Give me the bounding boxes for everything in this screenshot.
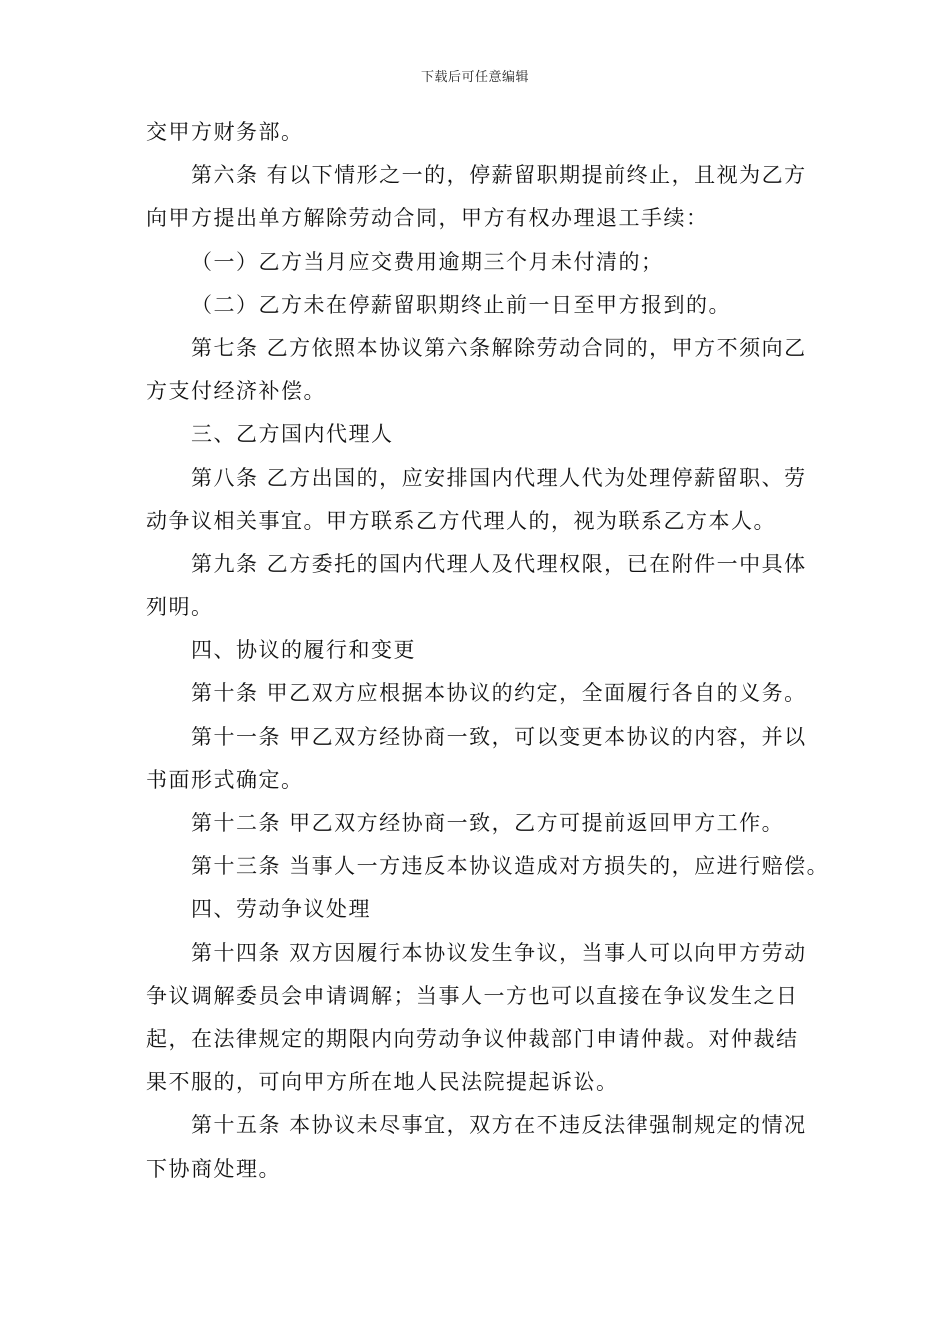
article-7: 第七条 乙方依照本协议第六条解除劳动合同的，甲方不须向乙 bbox=[191, 335, 807, 360]
text-line: 果不服的，可向甲方所在地人民法院提起诉讼。 bbox=[146, 1070, 619, 1095]
section-heading: 四、劳动争议处理 bbox=[191, 897, 371, 922]
text-line: 列明。 bbox=[146, 595, 214, 620]
text-line: 起，在法律规定的期限内向劳动争议仲裁部门申请仲裁。对仲裁结 bbox=[146, 1026, 799, 1051]
text-line: 动争议相关事宜。甲方联系乙方代理人的，视为联系乙方本人。 bbox=[146, 508, 776, 533]
article-9: 第九条 乙方委托的国内代理人及代理权限，已在附件一中具体 bbox=[191, 551, 807, 576]
article-8: 第八条 乙方出国的，应安排国内代理人代为处理停薪留职、劳 bbox=[191, 465, 807, 490]
list-item: （一）乙方当月应交费用逾期三个月未付清的； bbox=[191, 249, 664, 274]
article-6-title: 第六条 有以下情形之一的，停薪留职期提前终止，且视为乙方 bbox=[191, 163, 807, 188]
article-12: 第十二条 甲乙双方经协商一致，乙方可提前返回甲方工作。 bbox=[191, 811, 785, 835]
document-body bbox=[146, 111, 830, 1191]
article-10: 第十条 甲乙双方应根据本协议的约定，全面履行各自的义务。 bbox=[191, 681, 807, 706]
section-heading: 四、协议的履行和变更 bbox=[191, 638, 416, 663]
page-header: 下载后可任意编辑 bbox=[420, 70, 529, 85]
section-heading: 三、乙方国内代理人 bbox=[191, 422, 394, 447]
text-line: 交甲方财务部。 bbox=[146, 120, 304, 144]
article-15: 第十五条 本协议未尽事宜，双方在不违反法律强制规定的情况 bbox=[191, 1113, 807, 1138]
list-item: （二）乙方未在停薪留职期终止前一日至甲方报到的。 bbox=[191, 292, 731, 317]
text-line: 争议调解委员会申请调解；当事人一方也可以直接在争议发生之日 bbox=[146, 983, 799, 1008]
article-11: 第十一条 甲乙双方经协商一致，可以变更本协议的内容，并以 bbox=[191, 724, 807, 749]
article-14: 第十四条 双方因履行本协议发生争议，当事人可以向甲方劳动 bbox=[191, 940, 807, 965]
text-line: 方支付经济补偿。 bbox=[146, 379, 326, 404]
article-13: 第十三条 当事人一方违反本协议造成对方损失的，应进行赔偿。 bbox=[191, 854, 830, 879]
text-line: 下协商处理。 bbox=[146, 1156, 281, 1181]
text-line: 向甲方提出单方解除劳动合同，甲方有权办理退工手续： bbox=[146, 206, 709, 231]
text-line: 书面形式确定。 bbox=[146, 767, 304, 792]
